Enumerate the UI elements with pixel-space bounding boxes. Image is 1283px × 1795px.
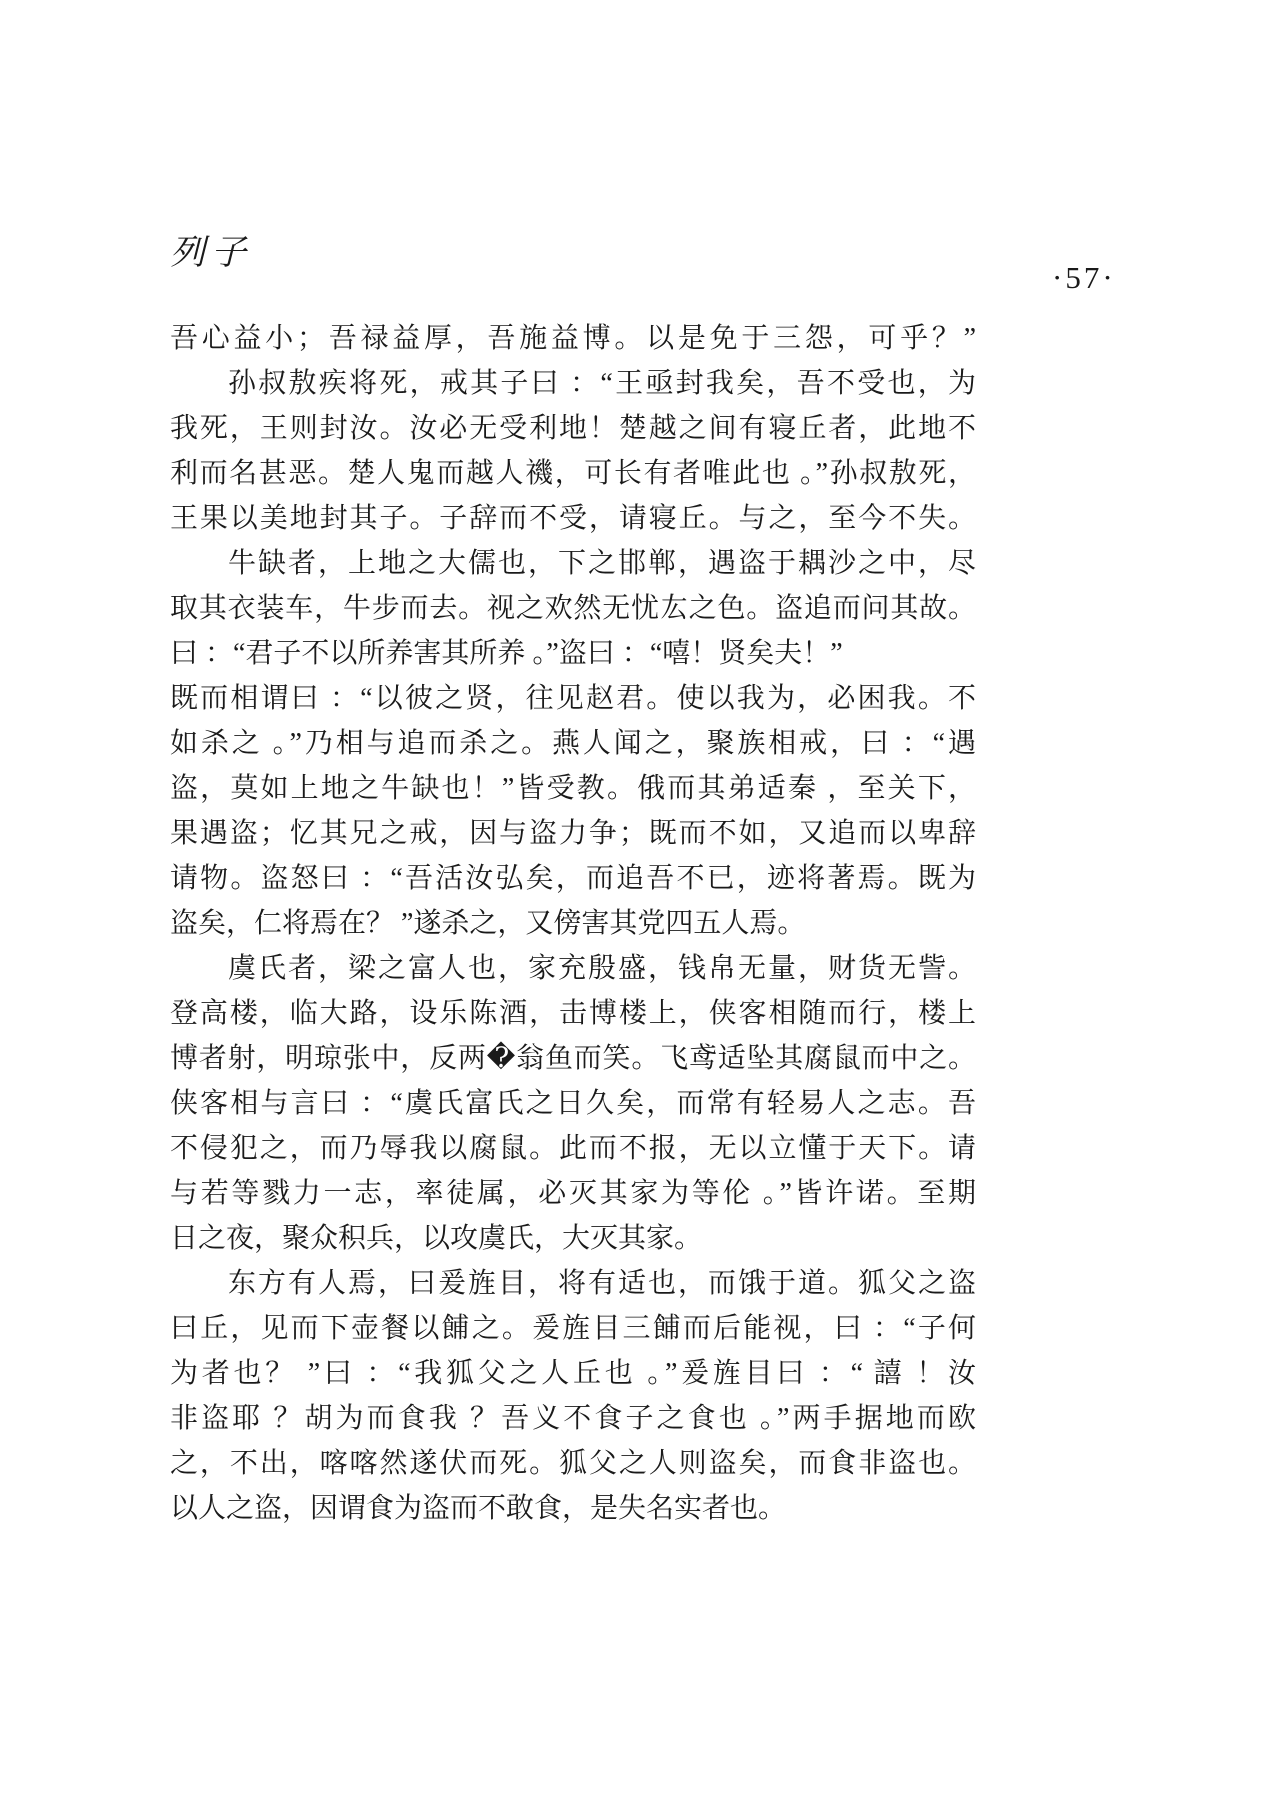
text-line: 果遇盗；忆其兄之戒，因与盗力争；既而不如，又追而以卑辞 [170,818,976,849]
text-line: 王果以美地封其子。子辞而不受，请寝丘。与之，至今不失。 [170,503,976,534]
text-line: 东方有人焉，曰爰旌目，将有适也，而饿于道。狐父之盗 [228,1268,976,1299]
text-line: 以人之盗，因谓食为盗而不敢食，是失名实者也。 [170,1493,787,1524]
text-line: 日之夜，聚众积兵，以攻虞氏，大灭其家。 [170,1223,703,1254]
text-line: 牛缺者，上地之大儒也，下之邯郸，遇盗于耦沙之中，尽 [228,548,976,579]
running-head-book-title: 列子 [170,233,253,272]
text-line: 登高楼，临大路，设乐陈酒，击博楼上，侠客相随而行，楼上 [170,998,976,1029]
text-line: 曰丘，见而下壶餐以餔之。爰旌目三餔而后能视，曰 ：“子何 [170,1313,976,1344]
text-line: 非盗耶 ？胡为而食我 ？吾义不食子之食也 。”两手据地而欧 [170,1403,976,1434]
text-line: 为者也？ ”曰 ：“我狐父之人丘也 。”爰旌目曰 ：“ 譆 ！汝 [170,1358,976,1389]
text-line: 侠客相与言曰 ：“虞氏富氏之日久矣，而常有轻易人之志。吾 [170,1088,976,1119]
text-line: 博者射，明琼张中，反两�翁鱼而笑。飞鸢适坠其腐鼠而中之。 [170,1043,976,1074]
text-line: 利而名甚恶。楚人鬼而越人禨，可长有者唯此也 。”孙叔敖死， [170,458,976,489]
text-line: 盗矣，仁将焉在？ ”遂杀之，又傍害其党四五人焉。 [170,908,806,939]
body-text [170,316,976,1531]
page-number: ·57· [1052,260,1116,295]
text-line: 吾心益小；吾禄益厚，吾施益博。以是免于三怨，可乎？” [170,323,976,354]
text-line: 取其衣装车，牛步而去。视之欢然无忧厷之色。盗追而问其故。 [170,593,976,624]
text-line: 如杀之 。”乃相与追而杀之。燕人闻之，聚族相戒，曰 ：“遇 [170,728,976,759]
text-line: 不侵犯之，而乃辱我以腐鼠。此而不报，无以立懂于天下。请 [170,1133,976,1164]
text-line: 既而相谓曰 ：“以彼之贤，往见赵君。使以我为，必困我。不 [170,683,976,714]
text-line: 与若等戮力一志，率徒属，必灭其家为等伦 。”皆许诺。至期 [170,1178,976,1209]
text-line: 虞氏者，梁之富人也，家充殷盛，钱帛无量，财货无訾。 [228,953,976,984]
text-line: 请物。盗怒曰 ：“吾活汝弘矣，而追吾不已，迹将著焉。既为 [170,863,976,894]
text-line: 盗，莫如上地之牛缺也！”皆受教。俄而其弟适秦 ，至关下， [170,773,976,804]
text-line: 孙叔敖疾将死，戒其子曰 ：“王亟封我矣，吾不受也，为 [228,368,976,399]
text-line: 曰 ：“君子不以所养害其所养 。”盗曰 ：“嘻！贤矣夫！” [170,638,843,669]
text-line: 之，不出，喀喀然遂伏而死。狐父之人则盗矣，而食非盗也。 [170,1448,976,1479]
text-line: 我死，王则封汝。汝必无受利地！楚越之间有寝丘者，此地不 [170,413,976,444]
